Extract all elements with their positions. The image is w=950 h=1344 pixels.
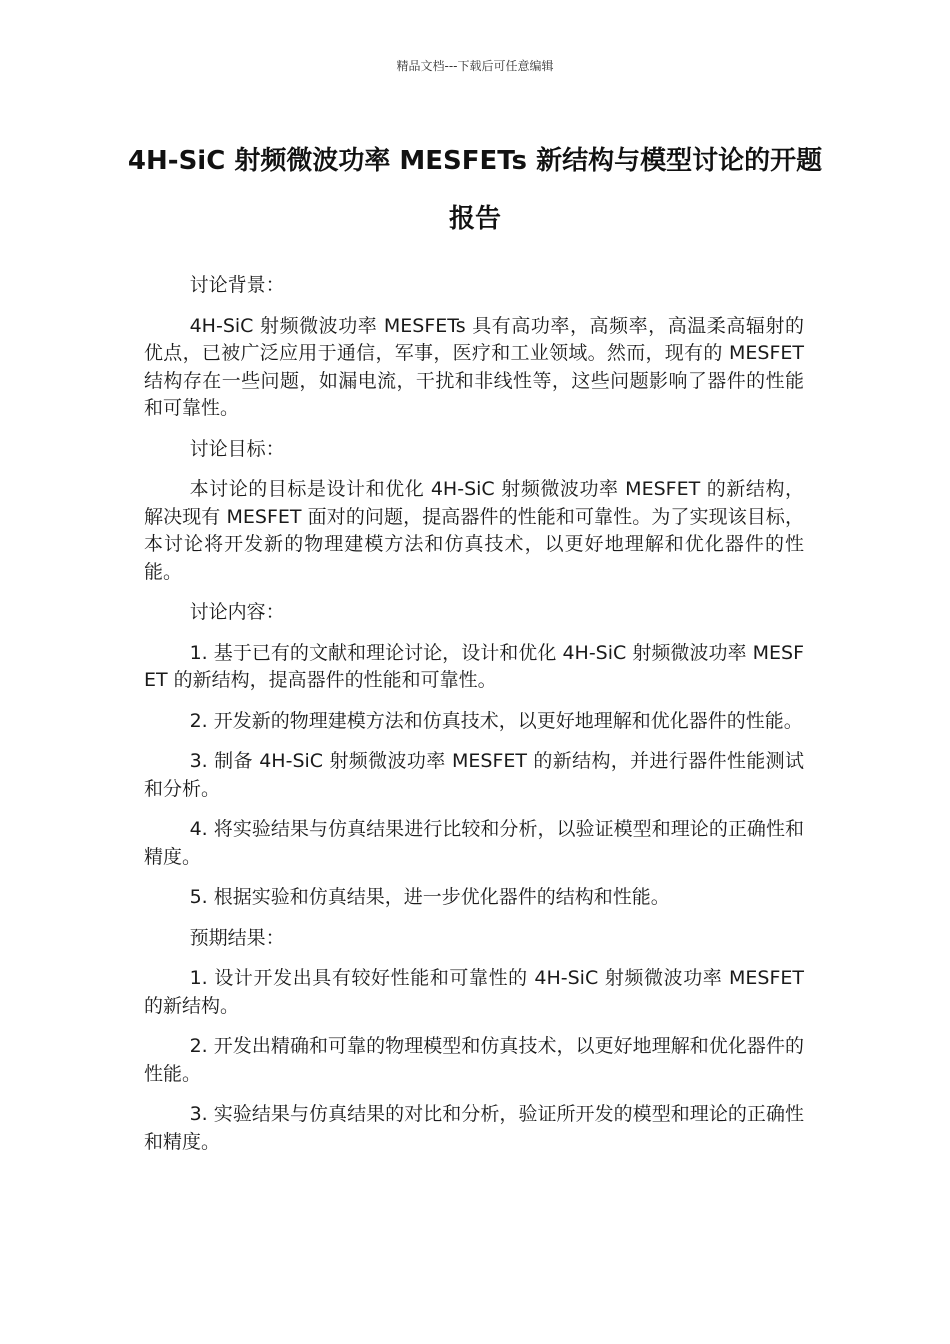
document-title: 4H-SiC 射频微波功率 MESFETs 新结构与模型讨论的开题报告	[127, 146, 823, 234]
results-list-item: 3. 实验结果与仿真结果的对比和分析，验证所开发的模型和理论的正确性和精度。	[144, 1103, 804, 1153]
document-body	[144, 272, 804, 1169]
results-list-item: 2. 开发出精确和可靠的物理模型和仿真技术，以更好地理解和优化器件的性能。	[144, 1035, 804, 1085]
content-list-item: 2. 开发新的物理建模方法和仿真技术，以更好地理解和优化器件的性能。	[189, 709, 803, 732]
section-heading-background: 讨论背景：	[189, 274, 285, 296]
section-heading-results: 预期结果：	[189, 926, 285, 949]
content-list-item: 5. 根据实验和仿真结果，进一步优化器件的结构和性能。	[189, 886, 670, 908]
paragraph-background: 4H-SiC 射频微波功率 MESFETs 具有高功率，高频率，高温柔高辐射的优点，已被广泛应用于通信，军事，医疗和工业领域。然而，现有的 MESFET 结构存在一些问题，如漏电流，干扰和非线性等，这些问题影响了器件的性能和可靠性。	[144, 314, 804, 419]
page-header: 精品文档---下载后可任意编辑	[396, 59, 554, 73]
results-list-item: 1. 设计开发出具有较好性能和可靠性的 4H-SiC 射频微波功率 MESFET 的新结构。	[144, 967, 804, 1017]
section-heading-content: 讨论内容：	[189, 601, 285, 623]
content-list-item: 1. 基于已有的文献和理论讨论，设计和优化 4H-SiC 射频微波功率 MESFET 的新结构，提高器件的性能和可靠性。	[144, 641, 804, 691]
paragraph-objective: 本讨论的目标是设计和优化 4H-SiC 射频微波功率 MESFET 的新结构，解决现有 MESFET 面对的问题，提高器件的性能和可靠性。为了实现该目标，本讨论将开发新的物理建模方法和仿真技术，以更好地理解和优化器件的性能。	[144, 478, 804, 583]
content-list-item: 3. 制备 4H-SiC 射频微波功率 MESFET 的新结构，并进行器件性能测试和分析。	[144, 750, 804, 800]
section-heading-objective: 讨论目标：	[189, 437, 285, 460]
content-list-item: 4. 将实验结果与仿真结果进行比较和分析，以验证模型和理论的正确性和精度。	[144, 818, 804, 868]
